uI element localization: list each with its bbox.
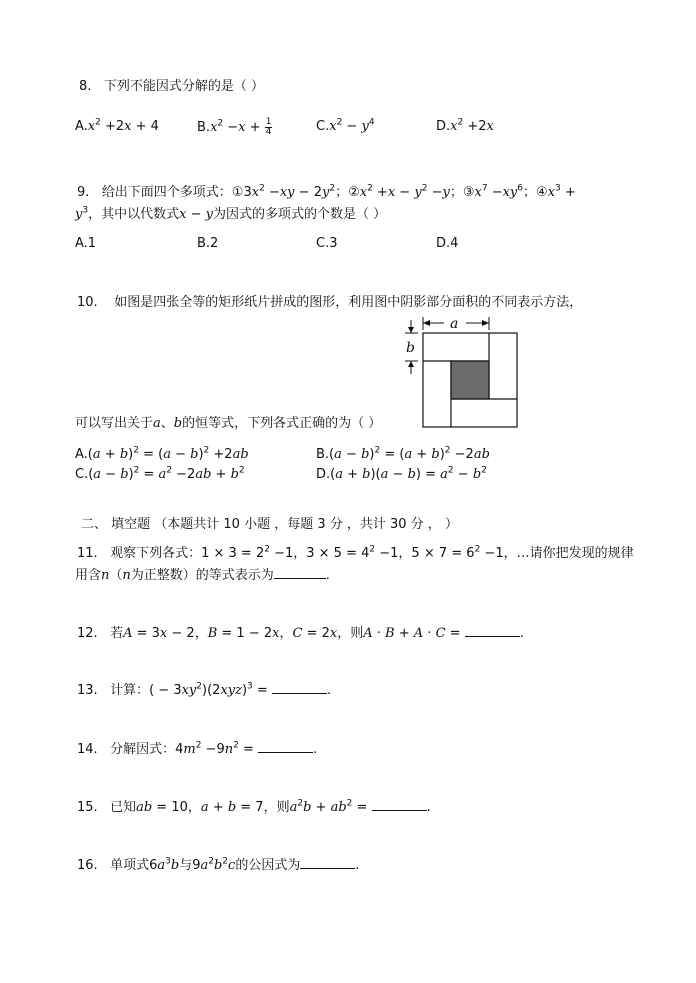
q10-option-d: $D.(a + b)(a - b) = a^2 - b^2$: [316, 465, 487, 482]
q10-option-c: $C.(a - b)^2 = a^2 -2ab + b^2$: [75, 465, 245, 482]
q10-option-a: $A.(a + b)^2 = (a - b)^2 +2ab$: [75, 445, 249, 462]
q10-line1: [77, 294, 582, 312]
answer-blank[interactable]: [300, 856, 355, 869]
answer-blank[interactable]: [274, 566, 326, 579]
q8-text: 下列不能因式分解的是（ ）: [103, 79, 264, 94]
q11-line2: 用含n（n为正整数）的等式表示为 .: [75, 568, 330, 583]
q13-number: 13.: [77, 683, 98, 698]
label-b: b: [406, 340, 415, 356]
q10-option-b: $B.(a - b)^2 = (a + b)^2 -2ab$: [316, 445, 490, 462]
q14-number: 14.: [77, 742, 98, 757]
q8-option-d: $D.x^2 +2x$: [436, 117, 494, 134]
q9-line2: $y^3$，其中以代数式x − y为因式的多项式的个数是（ ）: [75, 205, 387, 222]
q13: 13. 计算：( − $3xy^2)(2xyz)^3$ = .: [77, 681, 332, 698]
label-a: a: [450, 316, 459, 332]
q9-line1: 9. 给出下面四个多项式：$①3x^2 -xy - 2y^2$；$②x^2 +x - y^2 -y$；$③x^7 -xy^6$；$④x^3$ +: [77, 183, 576, 200]
q16-number: 16.: [77, 858, 98, 873]
q9-option-a: A.1: [75, 236, 97, 251]
a-right-arrowhead: [482, 320, 489, 326]
answer-blank[interactable]: [272, 681, 327, 694]
q10-number: 10.: [77, 295, 98, 310]
q11-number: 11.: [77, 546, 98, 561]
a-left-arrowhead: [423, 320, 430, 326]
q10-line2: 可以写出关于a、b的恒等式，下列各式正确的为（ ）: [75, 416, 382, 431]
q12: 12. 若A = 3x − 2，B = 1 − 2x，C = 2x，则A · B + A · C = .: [77, 626, 524, 641]
q9-number: 9.: [77, 185, 90, 200]
q16: 16. 单项式$6a^3b$与$9a^2b^2c$的公因式为 .: [77, 856, 360, 873]
shaded-square: [451, 361, 489, 399]
q9-option-d: D.4: [436, 236, 459, 251]
q11-line1: 11. 观察下列各式：$1 \times 3 = 2^2 -1$，$3 \times 5 = 4^2 -1$，$5 \times 7 = 6^2 -1$，…请你把发现的规律: [77, 544, 634, 561]
b-bottom-arrowhead: [408, 361, 414, 367]
b-top-arrowhead: [408, 327, 414, 333]
answer-blank[interactable]: [465, 624, 520, 637]
q8-stem: [79, 78, 264, 96]
q8-option-c: $C.x^2 - y^4$: [316, 117, 375, 134]
section-header: 二、 填空题 （本题共计 10 小题 ，每题 3 分 ，共计 30 分 ， ）: [81, 517, 458, 532]
q14: 14. 分解因式：$4m^2 -9n^2$ = .: [77, 740, 318, 757]
q10-figure: [400, 312, 525, 430]
answer-blank[interactable]: [372, 798, 427, 811]
q15: 15. 已知ab = 10，a + b = 7，则$a^2b + ab^2$ = .: [77, 798, 431, 815]
q10-text: 如图是四张全等的矩形纸片拼成的图形，利用图中阴影部分面积的不同表示方法，: [114, 295, 583, 310]
q15-number: 15.: [77, 800, 98, 815]
q9-option-b: B.2: [197, 236, 219, 251]
q12-number: 12.: [77, 626, 98, 641]
q8-option-b: $B.x^2 -x$ + $\frac{1}{4}$: [197, 117, 272, 137]
q8-number: 8.: [79, 79, 92, 94]
q9-option-c: C.3: [316, 236, 338, 251]
q8-option-a: $A.x^2 +2x + 4$: [75, 117, 159, 134]
answer-blank[interactable]: [258, 740, 313, 753]
